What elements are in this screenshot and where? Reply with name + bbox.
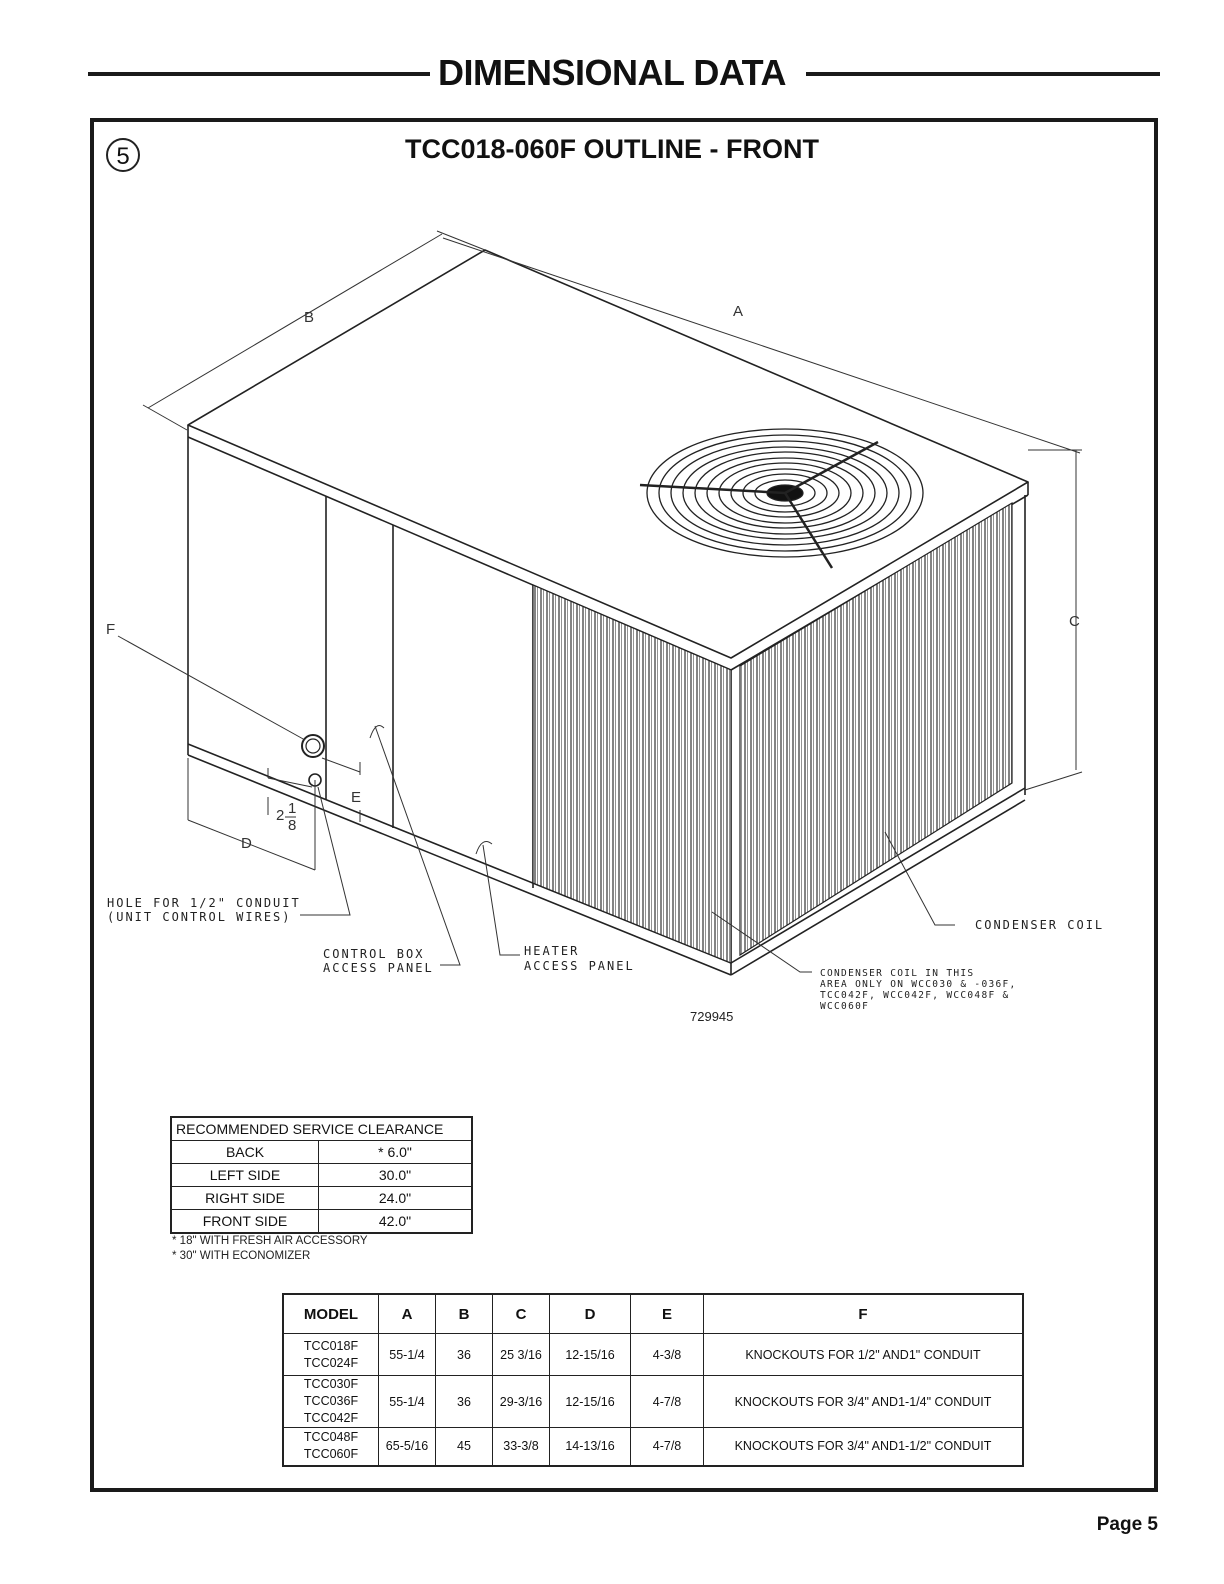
col-header-e: E xyxy=(631,1294,704,1334)
figure-number-badge: 5 xyxy=(106,138,140,172)
cell-f: KNOCKOUTS FOR 3/4" AND1-1/2" CONDUIT xyxy=(704,1428,1024,1466)
model-cell xyxy=(283,1376,379,1428)
callout-control-box-line1: CONTROL BOX xyxy=(323,947,425,961)
clearance-label: RIGHT SIDE xyxy=(171,1187,319,1210)
dim-label-e: E xyxy=(351,789,362,806)
table-row xyxy=(171,1187,472,1210)
cell-e: 4-7/8 xyxy=(631,1428,704,1466)
callout-condenser-coil: CONDENSER COIL xyxy=(975,918,1105,932)
clearance-label: BACK xyxy=(171,1141,319,1164)
cell-c: 29-3/16 xyxy=(493,1376,550,1428)
dim-label-c: C xyxy=(1069,613,1080,630)
model-name: TCC042F xyxy=(303,1411,359,1425)
cell-b: 45 xyxy=(436,1428,493,1466)
callout-hole-line2: (UNIT CONTROL WIRES) xyxy=(107,910,292,924)
cell-a: 65-5/16 xyxy=(379,1428,436,1466)
model-name: TCC048F xyxy=(303,1430,359,1445)
callout-cond-area-line3: TCC042F, WCC042F, WCC048F & xyxy=(820,990,1010,1001)
callout-cond-area-line2: AREA ONLY ON WCC030 & -036F, xyxy=(820,979,1017,990)
cell-d: 12-15/16 xyxy=(550,1376,631,1428)
dimensions-table xyxy=(282,1293,1024,1467)
table-row xyxy=(283,1376,1023,1428)
table-row xyxy=(171,1164,472,1187)
dim-label-fraction-whole: 2 xyxy=(276,807,285,824)
cell-b: 36 xyxy=(436,1334,493,1376)
figure-title: TCC018-060F OUTLINE - FRONT xyxy=(404,134,820,164)
callout-heater-line2: ACCESS PANEL xyxy=(524,959,635,973)
table-row xyxy=(283,1428,1023,1466)
dim-label-fraction-denominator: 8 xyxy=(288,817,297,834)
model-cell xyxy=(283,1334,379,1376)
cell-e: 4-3/8 xyxy=(631,1334,704,1376)
dim-label-d: D xyxy=(241,835,252,852)
model-cell xyxy=(283,1428,379,1466)
col-header-d: D xyxy=(550,1294,631,1334)
col-header-c: C xyxy=(493,1294,550,1334)
callout-cond-area-line1: CONDENSER COIL IN THIS xyxy=(820,968,975,979)
clearance-value: * 6.0" xyxy=(319,1141,473,1164)
cell-a: 55-1/4 xyxy=(379,1376,436,1428)
dim-label-fraction-numerator: 1 xyxy=(288,800,297,817)
page-number: Page 5 xyxy=(1096,1514,1158,1535)
clearance-value: 30.0" xyxy=(319,1164,473,1187)
knockout-large xyxy=(302,735,324,757)
col-header-a: A xyxy=(379,1294,436,1334)
col-header-b: B xyxy=(436,1294,493,1334)
drawing-number: 729945 xyxy=(690,1009,734,1024)
clearance-title: RECOMMENDED SERVICE CLEARANCE xyxy=(171,1117,472,1141)
model-name: TCC024F xyxy=(303,1355,359,1370)
callout-control-box-line2: ACCESS PANEL xyxy=(323,961,434,975)
dim-label-b: B xyxy=(304,309,315,326)
service-clearance-table xyxy=(170,1116,473,1234)
clearance-note-1: * 18" WITH FRESH AIR ACCESSORY xyxy=(172,1235,368,1247)
table-row xyxy=(171,1141,472,1164)
model-name: TCC060F xyxy=(303,1447,359,1462)
model-name: TCC036F xyxy=(303,1394,359,1408)
cell-a: 55-1/4 xyxy=(379,1334,436,1376)
clearance-value: 42.0" xyxy=(319,1210,473,1234)
callout-cond-area-line4: WCC060F xyxy=(820,1001,870,1012)
table-row xyxy=(171,1210,472,1234)
dim-label-a: A xyxy=(733,303,744,320)
page-title: DIMENSIONAL DATA xyxy=(0,52,1224,94)
cell-c: 33-3/8 xyxy=(493,1428,550,1466)
cell-f: KNOCKOUTS FOR 3/4" AND1-1/4" CONDUIT xyxy=(704,1376,1024,1428)
cell-f: KNOCKOUTS FOR 1/2" AND1" CONDUIT xyxy=(704,1334,1024,1376)
cell-c: 25 3/16 xyxy=(493,1334,550,1376)
clearance-label: LEFT SIDE xyxy=(171,1164,319,1187)
clearance-value: 24.0" xyxy=(319,1187,473,1210)
cell-d: 14-13/16 xyxy=(550,1428,631,1466)
callout-heater-line1: HEATER xyxy=(524,944,580,958)
callout-hole-line1: HOLE FOR 1/2" CONDUIT xyxy=(107,896,301,910)
cell-b: 36 xyxy=(436,1376,493,1428)
model-name: TCC018F xyxy=(303,1338,359,1353)
col-header-f: F xyxy=(704,1294,1024,1334)
cell-d: 12-15/16 xyxy=(550,1334,631,1376)
col-header-model: MODEL xyxy=(283,1294,379,1334)
clearance-note-2: * 30" WITH ECONOMIZER xyxy=(172,1250,311,1262)
cell-e: 4-7/8 xyxy=(631,1376,704,1428)
table-row xyxy=(283,1334,1023,1376)
clearance-label: FRONT SIDE xyxy=(171,1210,319,1234)
model-name: TCC030F xyxy=(303,1377,359,1391)
table-header-row xyxy=(283,1294,1023,1334)
dim-label-f: F xyxy=(106,621,116,638)
